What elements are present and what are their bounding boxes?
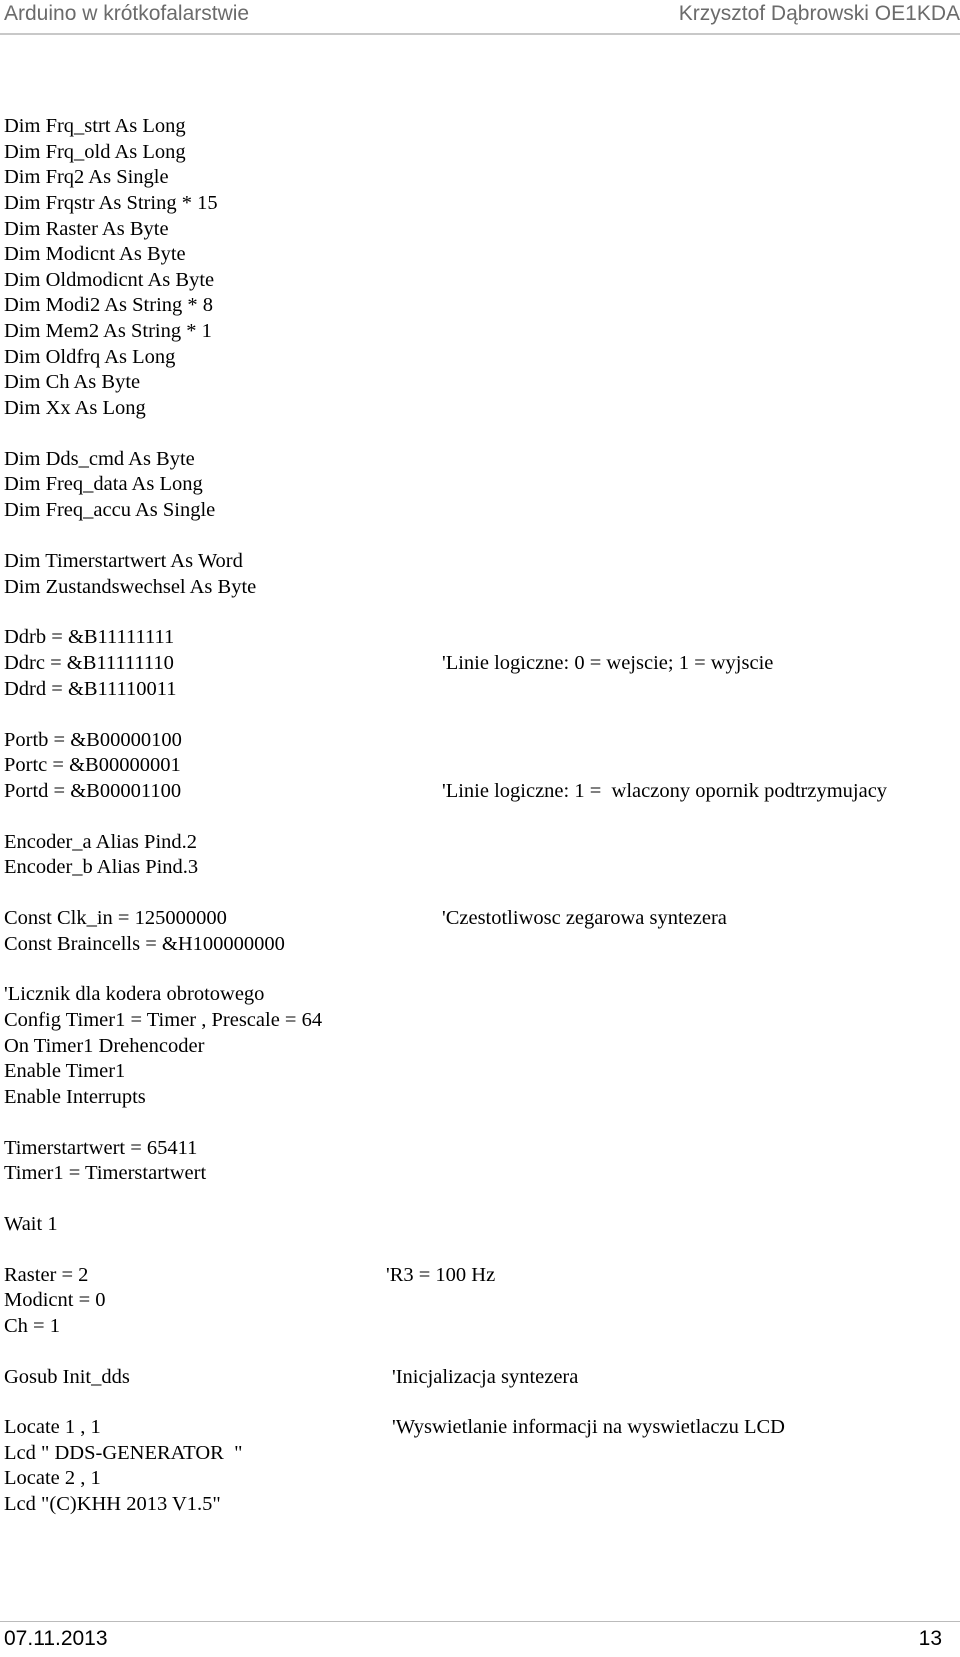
code-comment: 'Linie logiczne: 1 = wlaczony opornik podtrzymujacy (442, 780, 888, 802)
code-line: Gosub Init_dds (4, 1366, 130, 1388)
code-line: Dim Frq_strt As Long (4, 115, 186, 137)
code-line: Dim Oldmodicnt As Byte (4, 269, 215, 291)
code-line: Encoder_b Alias Pind.3 (4, 856, 199, 878)
page-number: 13 (918, 1627, 942, 1650)
code-line: 'Licznik dla kodera obrotowego (4, 983, 265, 1005)
code-line: On Timer1 Drehencoder (4, 1035, 205, 1057)
code-comment: 'Inicjalizacja syntezera (392, 1366, 579, 1388)
code-line: Timer1 = Timerstartwert (4, 1162, 207, 1184)
code-line: Raster = 2 (4, 1264, 89, 1286)
code-comment: 'Wyswietlanie informacji na wyswietlaczu LCD (392, 1416, 785, 1438)
code-line: Dim Oldfrq As Long (4, 346, 176, 368)
code-line: Ddrd = &B11110011 (4, 678, 177, 700)
code-line: Ch = 1 (4, 1315, 60, 1337)
code-line: Modicnt = 0 (4, 1289, 106, 1311)
header-title: Arduino w krótkofalarstwie (4, 2, 250, 25)
footer-rule (0, 1621, 960, 1622)
code-line: Dim Mem2 As String * 1 (4, 320, 212, 342)
code-line: Dim Raster As Byte (4, 218, 169, 240)
code-comment: 'R3 = 100 Hz (386, 1264, 496, 1286)
code-line: Enable Interrupts (4, 1086, 146, 1108)
code-line: Dim Ch As Byte (4, 371, 141, 393)
code-line: Lcd " DDS-GENERATOR " (4, 1442, 243, 1464)
code-line: Dim Timerstartwert As Word (4, 550, 243, 572)
code-line: Wait 1 (4, 1213, 58, 1235)
code-line: Portd = &B00001100 (4, 780, 182, 802)
code-line: Portc = &B00000001 (4, 754, 181, 776)
code-comment: 'Czestotliwosc zegarowa syntezera (442, 907, 727, 929)
code-line: Locate 1 , 1 (4, 1416, 101, 1438)
code-line: Dim Zustandswechsel As Byte (4, 576, 257, 598)
code-line: Lcd "(C)KHH 2013 V1.5" (4, 1493, 221, 1515)
code-comment: 'Linie logiczne: 0 = wejscie; 1 = wyjscie (442, 652, 774, 674)
footer-date: 07.11.2013 (4, 1627, 108, 1650)
code-line: Timerstartwert = 65411 (4, 1137, 198, 1159)
code-line: Encoder_a Alias Pind.2 (4, 831, 198, 853)
code-line: Enable Timer1 (4, 1060, 126, 1082)
code-line: Dim Frq_old As Long (4, 141, 186, 163)
code-line: Locate 2 , 1 (4, 1467, 101, 1489)
code-line: Dim Modicnt As Byte (4, 243, 186, 265)
code-line: Ddrb = &B11111111 (4, 626, 175, 648)
code-line: Ddrc = &B11111110 (4, 652, 174, 674)
code-line: Const Braincells = &H100000000 (4, 933, 285, 955)
code-line: Dim Freq_accu As Single (4, 499, 216, 521)
code-line: Portb = &B00000100 (4, 729, 182, 751)
header-rule (0, 33, 960, 35)
code-line: Dim Frq2 As Single (4, 166, 169, 188)
code-line: Dim Freq_data As Long (4, 473, 203, 495)
code-line: Const Clk_in = 125000000 (4, 907, 227, 929)
code-line: Dim Frqstr As String * 15 (4, 192, 218, 214)
page-footer (0, 1625, 960, 1657)
code-line: Dim Xx As Long (4, 397, 146, 419)
page-header (0, 2, 960, 30)
code-line: Dim Modi2 As String * 8 (4, 294, 214, 316)
header-author: Krzysztof Dąbrowski OE1KDA (678, 2, 960, 25)
code-line: Dim Dds_cmd As Byte (4, 448, 195, 470)
code-line: Config Timer1 = Timer , Prescale = 64 (4, 1009, 323, 1031)
